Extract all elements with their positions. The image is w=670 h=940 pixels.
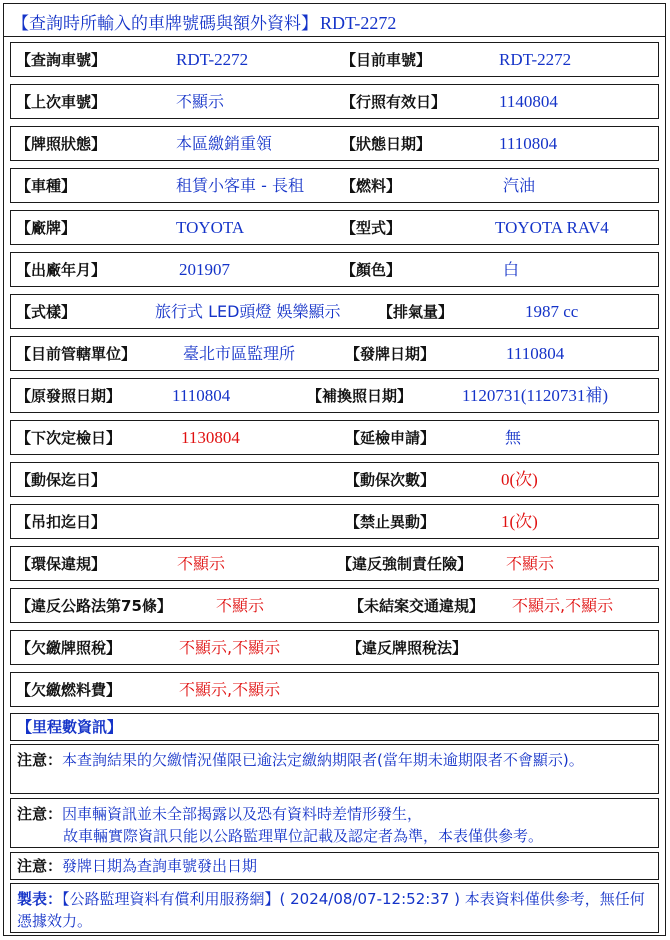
record-row	[10, 126, 659, 161]
field-value: 無	[505, 428, 522, 447]
record-row	[10, 588, 659, 623]
field-label: 【出廠年月】	[16, 261, 107, 279]
field-label: 【補換照日期】	[307, 387, 413, 405]
field-label: 【下次定檢日】	[16, 429, 122, 447]
field-label: 【延檢申請】	[345, 429, 436, 447]
notice-prefix: 注意：	[17, 805, 63, 823]
field-label: 【發牌日期】	[345, 345, 436, 363]
notice-prefix: 注意：	[17, 751, 63, 769]
field-label: 【吊扣迄日】	[16, 513, 107, 531]
field-label: 【式樣】	[16, 303, 77, 321]
field-label: 【車種】	[16, 177, 77, 195]
field-label: 【禁止異動】	[345, 513, 436, 531]
field-label: 【廠牌】	[16, 219, 77, 237]
field-value: 0(次)	[501, 470, 538, 489]
footer-credit	[10, 883, 659, 933]
field-label: 【顏色】	[341, 261, 402, 279]
field-value: 不顯示	[177, 554, 226, 573]
record-row	[10, 672, 659, 707]
field-value: 本區繳銷重領	[176, 134, 273, 153]
field-value: 白	[503, 260, 520, 279]
field-value: 201907	[179, 260, 230, 279]
field-value: RDT-2272	[499, 50, 572, 69]
record-row	[10, 252, 659, 287]
field-label: 【欠繳燃料費】	[16, 681, 122, 699]
field-value: 1110804	[172, 386, 231, 405]
field-value: RDT-2272	[176, 50, 249, 69]
field-value: 臺北市區監理所	[183, 344, 296, 363]
field-label: 【狀態日期】	[341, 135, 432, 153]
field-label: 【違反公路法第75條】	[16, 597, 172, 615]
record-row	[10, 168, 659, 203]
mileage-section-header: 【里程數資訊】	[10, 713, 659, 741]
record-row	[10, 378, 659, 413]
field-value: 1130804	[181, 428, 240, 447]
field-value: 租賃小客車 - 長租	[176, 176, 304, 195]
footer-prefix: 製表：	[17, 890, 63, 908]
field-label: 【動保迄日】	[16, 471, 107, 489]
notice-overdue	[10, 744, 659, 794]
field-value: 汽油	[503, 176, 536, 195]
notice-text-line2: 故車輛實際資訊只能以公路監理單位記載及認定者為準，本表僅供參考。	[63, 827, 544, 845]
notice-disclaimer	[10, 798, 659, 848]
field-label: 【查詢車號】	[16, 51, 107, 69]
field-value: 1120731(1120731補)	[462, 386, 609, 405]
field-value: 不顯示,不顯示	[179, 680, 281, 699]
field-label: 【目前管轄單位】	[16, 345, 137, 363]
notice-text-line1: 因車輛資訊並未全部揭露以及恐有資料時差情形發生，	[62, 805, 423, 823]
field-value: 不顯示	[216, 596, 265, 615]
vehicle-record-table	[3, 3, 666, 936]
record-row	[10, 630, 659, 665]
field-label: 【違反牌照稅法】	[347, 639, 468, 657]
record-row	[10, 84, 659, 119]
title-text: 【查詢時所輸入的車牌號碼與額外資料】	[12, 14, 318, 34]
field-value: 1140804	[499, 92, 558, 111]
field-label: 【環保違規】	[16, 555, 107, 573]
field-label: 【行照有效日】	[341, 93, 447, 111]
field-label: 【動保次數】	[345, 471, 436, 489]
field-label: 【違反強制責任險】	[337, 555, 473, 573]
title-plate: RDT-2272	[320, 13, 397, 33]
field-value: 1110804	[499, 134, 558, 153]
page-title	[4, 4, 665, 37]
record-row	[10, 420, 659, 455]
record-row	[10, 504, 659, 539]
field-label: 【欠繳牌照稅】	[16, 639, 122, 657]
field-value: 旅行式 LED頭燈 娛樂顯示	[155, 302, 341, 321]
record-row	[10, 336, 659, 371]
record-row	[10, 210, 659, 245]
notice-prefix: 注意：	[17, 857, 63, 875]
record-row	[10, 462, 659, 497]
notice-text: 發牌日期為查詢車號發出日期	[62, 857, 258, 875]
field-value: TOYOTA RAV4	[495, 218, 609, 237]
field-label: 【原發照日期】	[16, 387, 122, 405]
record-row	[10, 294, 659, 329]
record-row	[10, 42, 659, 77]
field-label: 【上次車號】	[16, 93, 107, 111]
footer-text: 【公路監理資料有償利用服務網】( 2024/08/07-12:52:37 ) 本表資料僅供參考，無任何憑據效力。	[17, 890, 645, 930]
field-value: 不顯示	[176, 92, 225, 111]
field-label: 【燃料】	[341, 177, 402, 195]
notice-issue-date	[10, 852, 659, 880]
field-label: 【目前車號】	[341, 51, 432, 69]
field-label: 【未結案交通違規】	[349, 597, 485, 615]
field-label: 【排氣量】	[378, 303, 454, 321]
field-value: 1987 cc	[525, 302, 579, 321]
field-value: 不顯示	[506, 554, 555, 573]
field-value: TOYOTA	[176, 218, 245, 237]
field-value: 1(次)	[501, 512, 538, 531]
field-label: 【型式】	[341, 219, 402, 237]
notice-text: 本查詢結果的欠繳情況僅限已逾法定繳納期限者(當年期未逾期限者不會顯示)。	[62, 751, 584, 769]
field-value: 不顯示,不顯示	[512, 596, 614, 615]
field-value: 不顯示,不顯示	[179, 638, 281, 657]
field-label: 【牌照狀態】	[16, 135, 107, 153]
field-value: 1110804	[506, 344, 565, 363]
record-row	[10, 546, 659, 581]
